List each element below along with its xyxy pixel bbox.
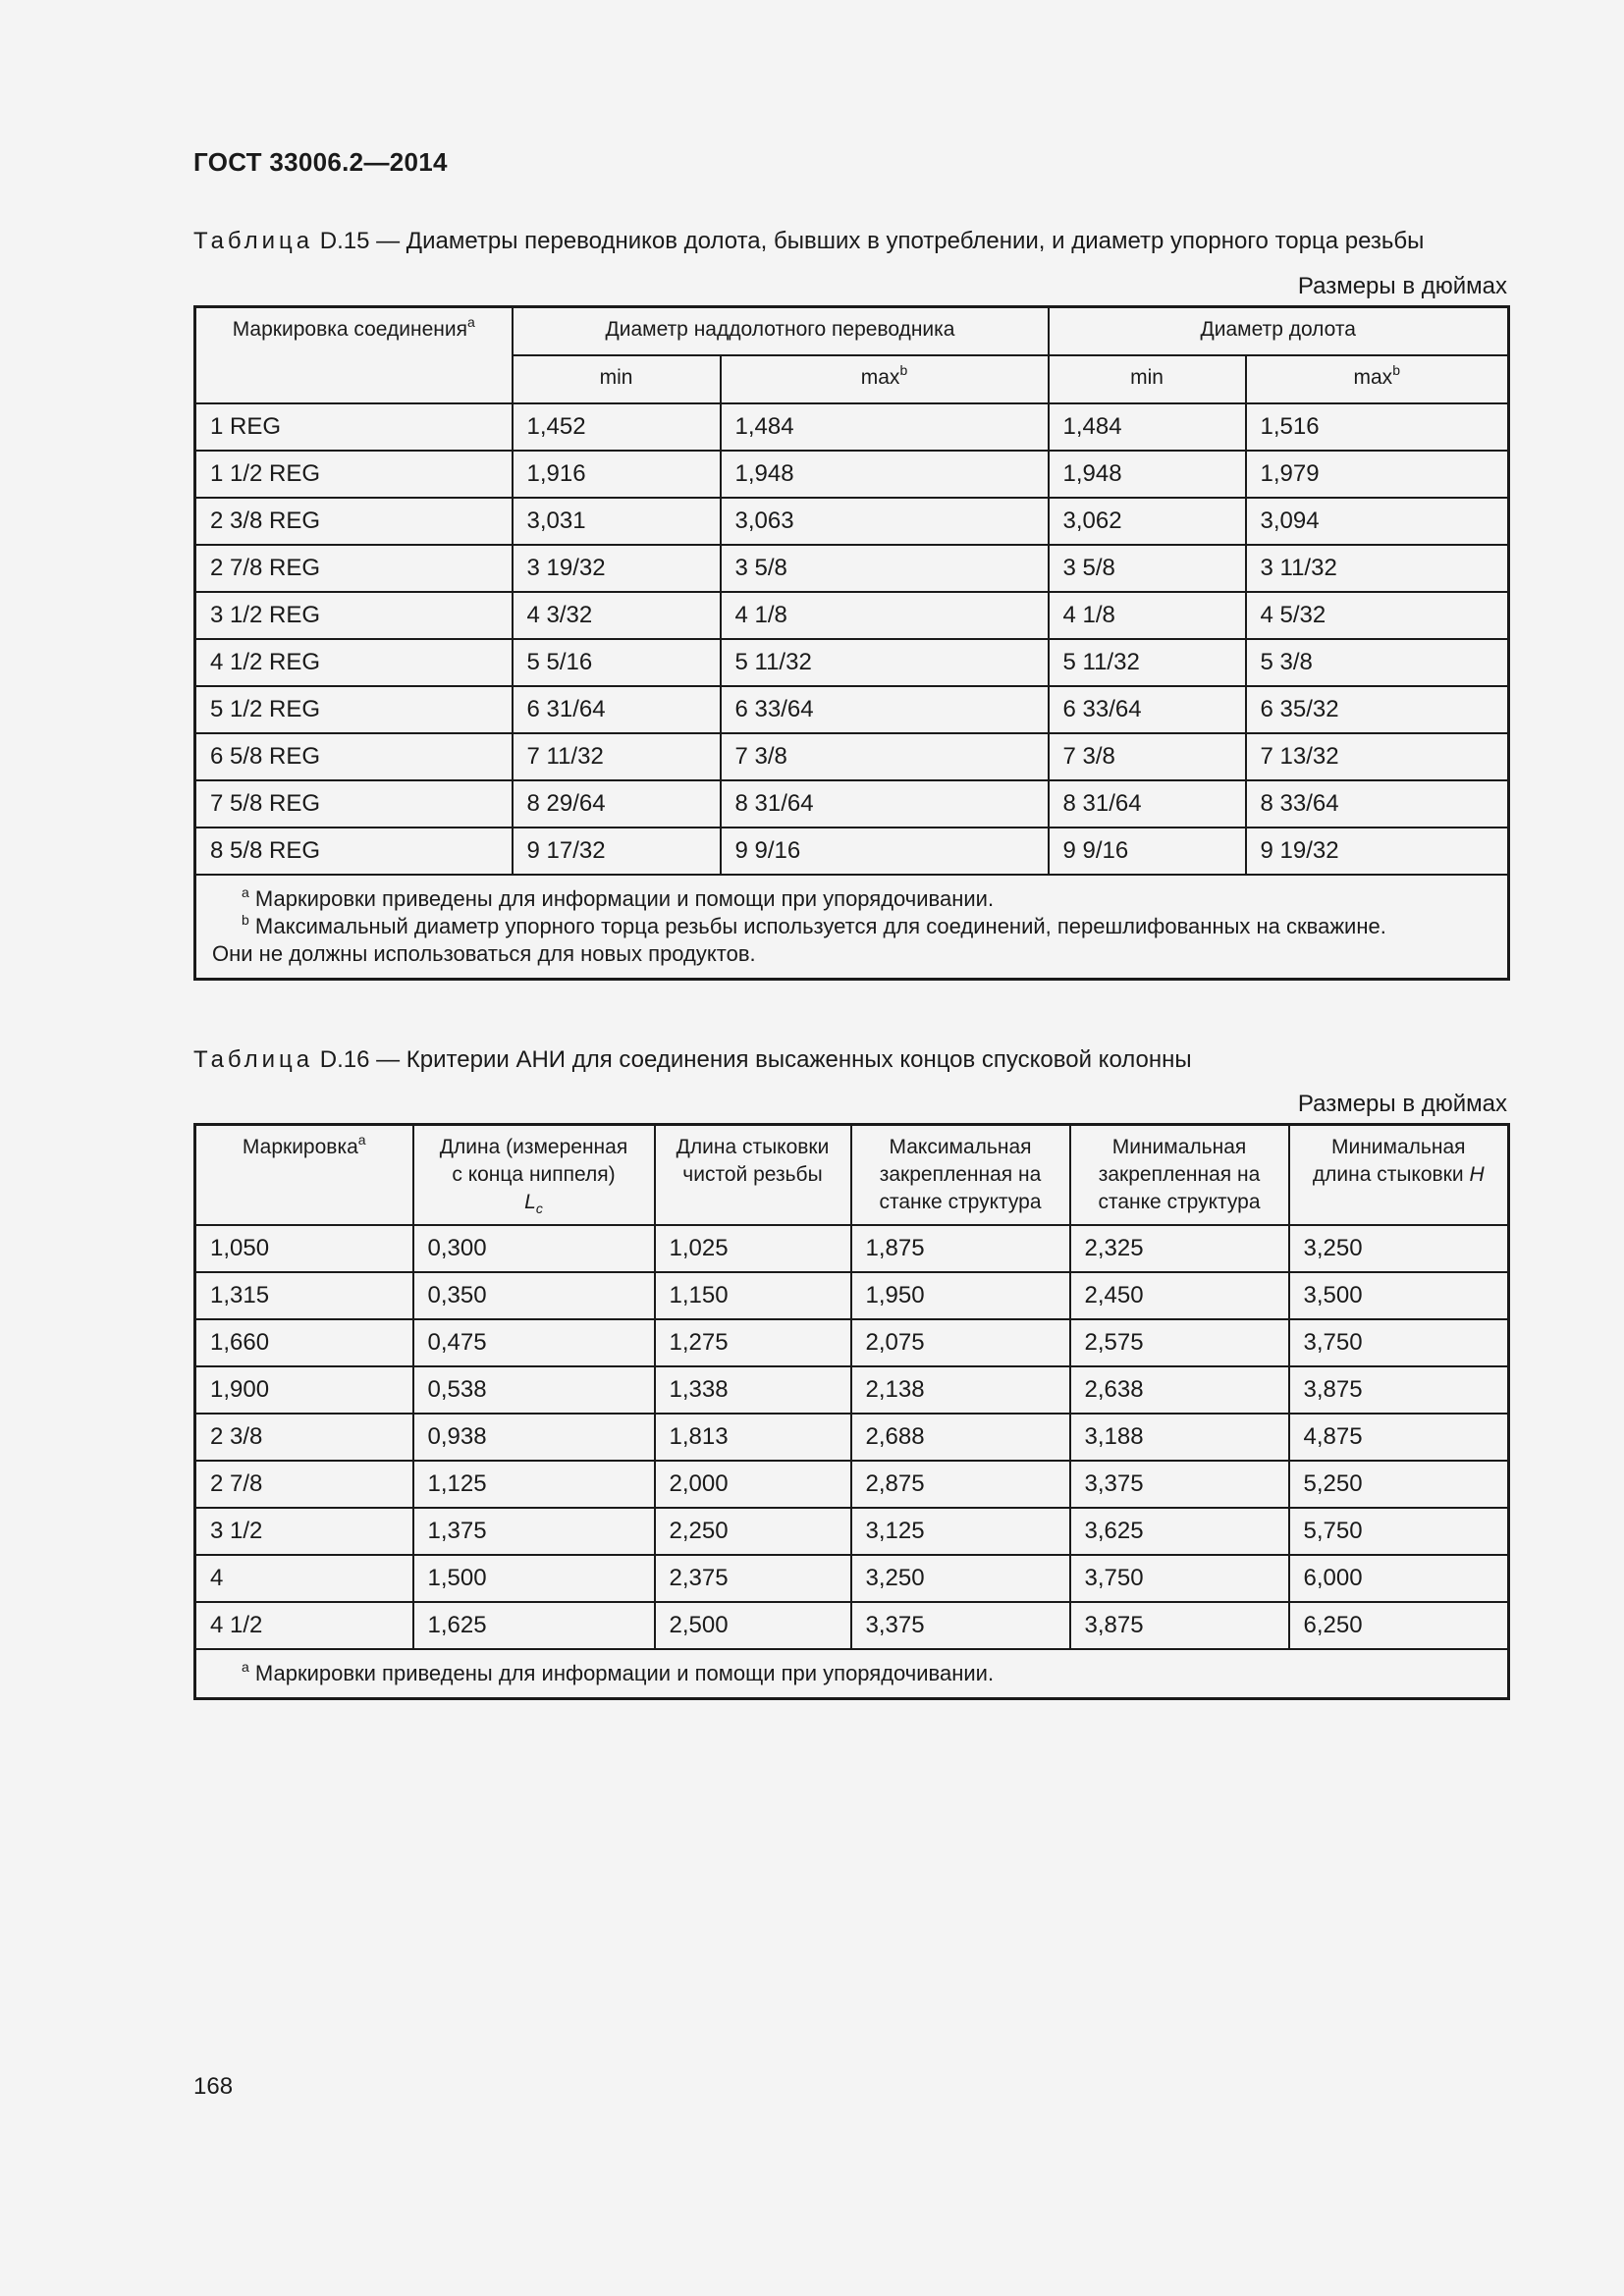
- table-cell: 3 11/32: [1246, 545, 1509, 592]
- table-cell: 1,375: [413, 1508, 655, 1555]
- table-row: [195, 1508, 1509, 1555]
- table-cell: 3,063: [721, 498, 1049, 545]
- table-cell: 7 3/8: [1049, 733, 1246, 780]
- table16-head-marking: Маркировка$^a$: [195, 1125, 413, 1226]
- table-cell: 2,500: [655, 1602, 851, 1649]
- table-row: [195, 1272, 1509, 1319]
- table-row: [195, 1414, 1509, 1461]
- table-cell: 9 9/16: [721, 828, 1049, 875]
- table-cell: 2,575: [1070, 1319, 1289, 1366]
- table15-head-sub-diameter: Диаметр наддолотного переводника: [513, 307, 1049, 356]
- table-row: [195, 780, 1509, 828]
- table15-caption-text: D.15 — Диаметры переводников долота, бывших в употреблении, и диаметр упорного торца резьбы: [313, 228, 1425, 254]
- table15-head-min: min: [513, 355, 721, 403]
- table15-caption-label: Таблица: [193, 228, 314, 254]
- table-cell: 3,750: [1070, 1555, 1289, 1602]
- table-cell: 1,338: [655, 1366, 851, 1414]
- table-cell: 3,250: [851, 1555, 1070, 1602]
- table-cell: 0,475: [413, 1319, 655, 1366]
- table-cell: 3 5/8: [1049, 545, 1246, 592]
- table15-head-max: $\max^b$: [1246, 355, 1509, 403]
- table-cell: 1,516: [1246, 403, 1509, 451]
- table16-head-clean-thread: Длина стыковки чистой резьбы: [655, 1125, 851, 1226]
- table-cell: 8 31/64: [721, 780, 1049, 828]
- table16-units: Размеры в дюймах: [1297, 1091, 1507, 1117]
- table15-head-marking: Маркировка соединения$^a$: [195, 307, 513, 404]
- table15-notes: [195, 875, 1509, 980]
- table16-head-max-structure: Максимальная закрепленная на станке структура: [851, 1125, 1070, 1226]
- table-cell: 0,938: [413, 1414, 655, 1461]
- table-cell: 1,948: [721, 451, 1049, 498]
- table-cell: 9 9/16: [1049, 828, 1246, 875]
- table-cell: 1,660: [195, 1319, 413, 1366]
- table15-head-bit-diameter: Диаметр долота: [1049, 307, 1509, 356]
- table-cell: 1,275: [655, 1319, 851, 1366]
- table-cell: 4: [195, 1555, 413, 1602]
- table-row: [195, 1602, 1509, 1649]
- table-cell: 5 5/16: [513, 639, 721, 686]
- table-cell: 6 35/32: [1246, 686, 1509, 733]
- table16-head-length: Длина (измеренная с конца ниппеля) $L_c$: [413, 1125, 655, 1226]
- table-cell: 5 11/32: [1049, 639, 1246, 686]
- table-cell: 8 33/64: [1246, 780, 1509, 828]
- table-row: [195, 1555, 1509, 1602]
- table-cell: 1,979: [1246, 451, 1509, 498]
- table-row: [195, 592, 1509, 639]
- table-cell: 1,125: [413, 1461, 655, 1508]
- table-cell: 2 3/8: [195, 1414, 413, 1461]
- table-cell: 5,250: [1289, 1461, 1509, 1508]
- table-cell: 1,948: [1049, 451, 1246, 498]
- table-cell: 5 3/8: [1246, 639, 1509, 686]
- table-row: [195, 451, 1509, 498]
- table-cell: 2,250: [655, 1508, 851, 1555]
- table-cell: 2,688: [851, 1414, 1070, 1461]
- table16-notes: [195, 1649, 1509, 1699]
- table-cell: 2 7/8: [195, 1461, 413, 1508]
- table-cell: 2,450: [1070, 1272, 1289, 1319]
- table-cell: 8 5/8 REG: [195, 828, 513, 875]
- table-cell: 2,138: [851, 1366, 1070, 1414]
- table-cell: 1,452: [513, 403, 721, 451]
- table-cell: 8 31/64: [1049, 780, 1246, 828]
- table-row: [195, 828, 1509, 875]
- table-cell: 1,150: [655, 1272, 851, 1319]
- table-cell: 1,813: [655, 1414, 851, 1461]
- table-cell: 3,031: [513, 498, 721, 545]
- table-cell: 5 11/32: [721, 639, 1049, 686]
- table-cell: 6,250: [1289, 1602, 1509, 1649]
- table-cell: 1,950: [851, 1272, 1070, 1319]
- table-row: [195, 686, 1509, 733]
- table-cell: 1 REG: [195, 403, 513, 451]
- table-cell: 1,900: [195, 1366, 413, 1414]
- table-cell: 4 1/2 REG: [195, 639, 513, 686]
- table15: [193, 305, 1510, 981]
- table-cell: 3,750: [1289, 1319, 1509, 1366]
- table-cell: 4 3/32: [513, 592, 721, 639]
- table15-head-min: min: [1049, 355, 1246, 403]
- table-cell: 7 11/32: [513, 733, 721, 780]
- table-cell: 3,875: [1289, 1366, 1509, 1414]
- table-cell: 2 3/8 REG: [195, 498, 513, 545]
- table-cell: 3 1/2 REG: [195, 592, 513, 639]
- table-cell: 4 5/32: [1246, 592, 1509, 639]
- table-cell: 2,375: [655, 1555, 851, 1602]
- table-cell: 1,500: [413, 1555, 655, 1602]
- table-cell: 0,300: [413, 1225, 655, 1272]
- table-cell: 2,875: [851, 1461, 1070, 1508]
- table16-note-a: $^a$ Маркировки приведены для информации и помощи при упорядочивании.: [242, 1659, 995, 1685]
- document-id: ГОСТ 33006.2—2014: [193, 147, 448, 177]
- table-cell: 3,250: [1289, 1225, 1509, 1272]
- table16-caption-label: Таблица: [193, 1046, 314, 1073]
- table-cell: 3,188: [1070, 1414, 1289, 1461]
- table-cell: 4,875: [1289, 1414, 1509, 1461]
- table16-caption: [193, 1046, 1192, 1074]
- table-row: [195, 639, 1509, 686]
- table-cell: 1,625: [413, 1602, 655, 1649]
- table-cell: 3 19/32: [513, 545, 721, 592]
- table-cell: 1 1/2 REG: [195, 451, 513, 498]
- table-cell: 2 7/8 REG: [195, 545, 513, 592]
- table-row: [195, 733, 1509, 780]
- table-cell: 5 1/2 REG: [195, 686, 513, 733]
- page-number: 168: [193, 2073, 234, 2100]
- table-cell: 1,050: [195, 1225, 413, 1272]
- table15-units: Размеры в дюймах: [1297, 273, 1507, 299]
- table-row: [195, 403, 1509, 451]
- table-cell: 3,875: [1070, 1602, 1289, 1649]
- table-cell: 6 31/64: [513, 686, 721, 733]
- table-cell: 9 19/32: [1246, 828, 1509, 875]
- table-cell: 3,125: [851, 1508, 1070, 1555]
- table-cell: 1,315: [195, 1272, 413, 1319]
- table-cell: 3,094: [1246, 498, 1509, 545]
- table-cell: 3,375: [1070, 1461, 1289, 1508]
- table-cell: 6 33/64: [1049, 686, 1246, 733]
- table-cell: 4 1/8: [1049, 592, 1246, 639]
- table15-caption: [193, 228, 1424, 255]
- table-cell: 3,062: [1049, 498, 1246, 545]
- table-cell: 4 1/8: [721, 592, 1049, 639]
- table-cell: 3,375: [851, 1602, 1070, 1649]
- table16-head-min-structure: Минимальная закрепленная на станке структура: [1070, 1125, 1289, 1226]
- table-row: [195, 545, 1509, 592]
- table-cell: 1,484: [1049, 403, 1246, 451]
- table-cell: 3,500: [1289, 1272, 1509, 1319]
- table-cell: 2,075: [851, 1319, 1070, 1366]
- table16: [193, 1123, 1510, 1700]
- table-cell: 1,916: [513, 451, 721, 498]
- table16-head-min-length: Минимальная длина стыковки H: [1289, 1125, 1509, 1226]
- table-cell: 1,875: [851, 1225, 1070, 1272]
- table-cell: 6,000: [1289, 1555, 1509, 1602]
- table-cell: 3,625: [1070, 1508, 1289, 1555]
- table-cell: 0,538: [413, 1366, 655, 1414]
- table-cell: 2,638: [1070, 1366, 1289, 1414]
- table-cell: 1,484: [721, 403, 1049, 451]
- table-cell: 0,350: [413, 1272, 655, 1319]
- table-row: [195, 498, 1509, 545]
- table-row: [195, 1461, 1509, 1508]
- table16-caption-text: D.16 — Критерии АНИ для соединения высаженных концов спусковой колонны: [313, 1046, 1192, 1073]
- table15-note-b-cont: Они не должны использоваться для новых продуктов.: [212, 941, 756, 966]
- table15-head-max: $\max^b$: [721, 355, 1049, 403]
- table-cell: 2,000: [655, 1461, 851, 1508]
- table15-note-a: $^a$ Маркировки приведены для информации и помощи при упорядочивании.: [242, 884, 995, 911]
- table15-note-b: $^b$ Максимальный диаметр упорного торца резьбы используется для соединений, перешлифованных на скважине.: [242, 912, 1386, 938]
- table-cell: 7 3/8: [721, 733, 1049, 780]
- table-row: [195, 1366, 1509, 1414]
- table-cell: 5,750: [1289, 1508, 1509, 1555]
- table-cell: 1,025: [655, 1225, 851, 1272]
- table-cell: 7 5/8 REG: [195, 780, 513, 828]
- table-cell: 7 13/32: [1246, 733, 1509, 780]
- table-cell: 6 33/64: [721, 686, 1049, 733]
- table-row: [195, 1225, 1509, 1272]
- table-cell: 3 5/8: [721, 545, 1049, 592]
- table-cell: 4 1/2: [195, 1602, 413, 1649]
- table-cell: 2,325: [1070, 1225, 1289, 1272]
- table-cell: 8 29/64: [513, 780, 721, 828]
- table-row: [195, 1319, 1509, 1366]
- table-cell: 9 17/32: [513, 828, 721, 875]
- table-cell: 6 5/8 REG: [195, 733, 513, 780]
- table-cell: 3 1/2: [195, 1508, 413, 1555]
